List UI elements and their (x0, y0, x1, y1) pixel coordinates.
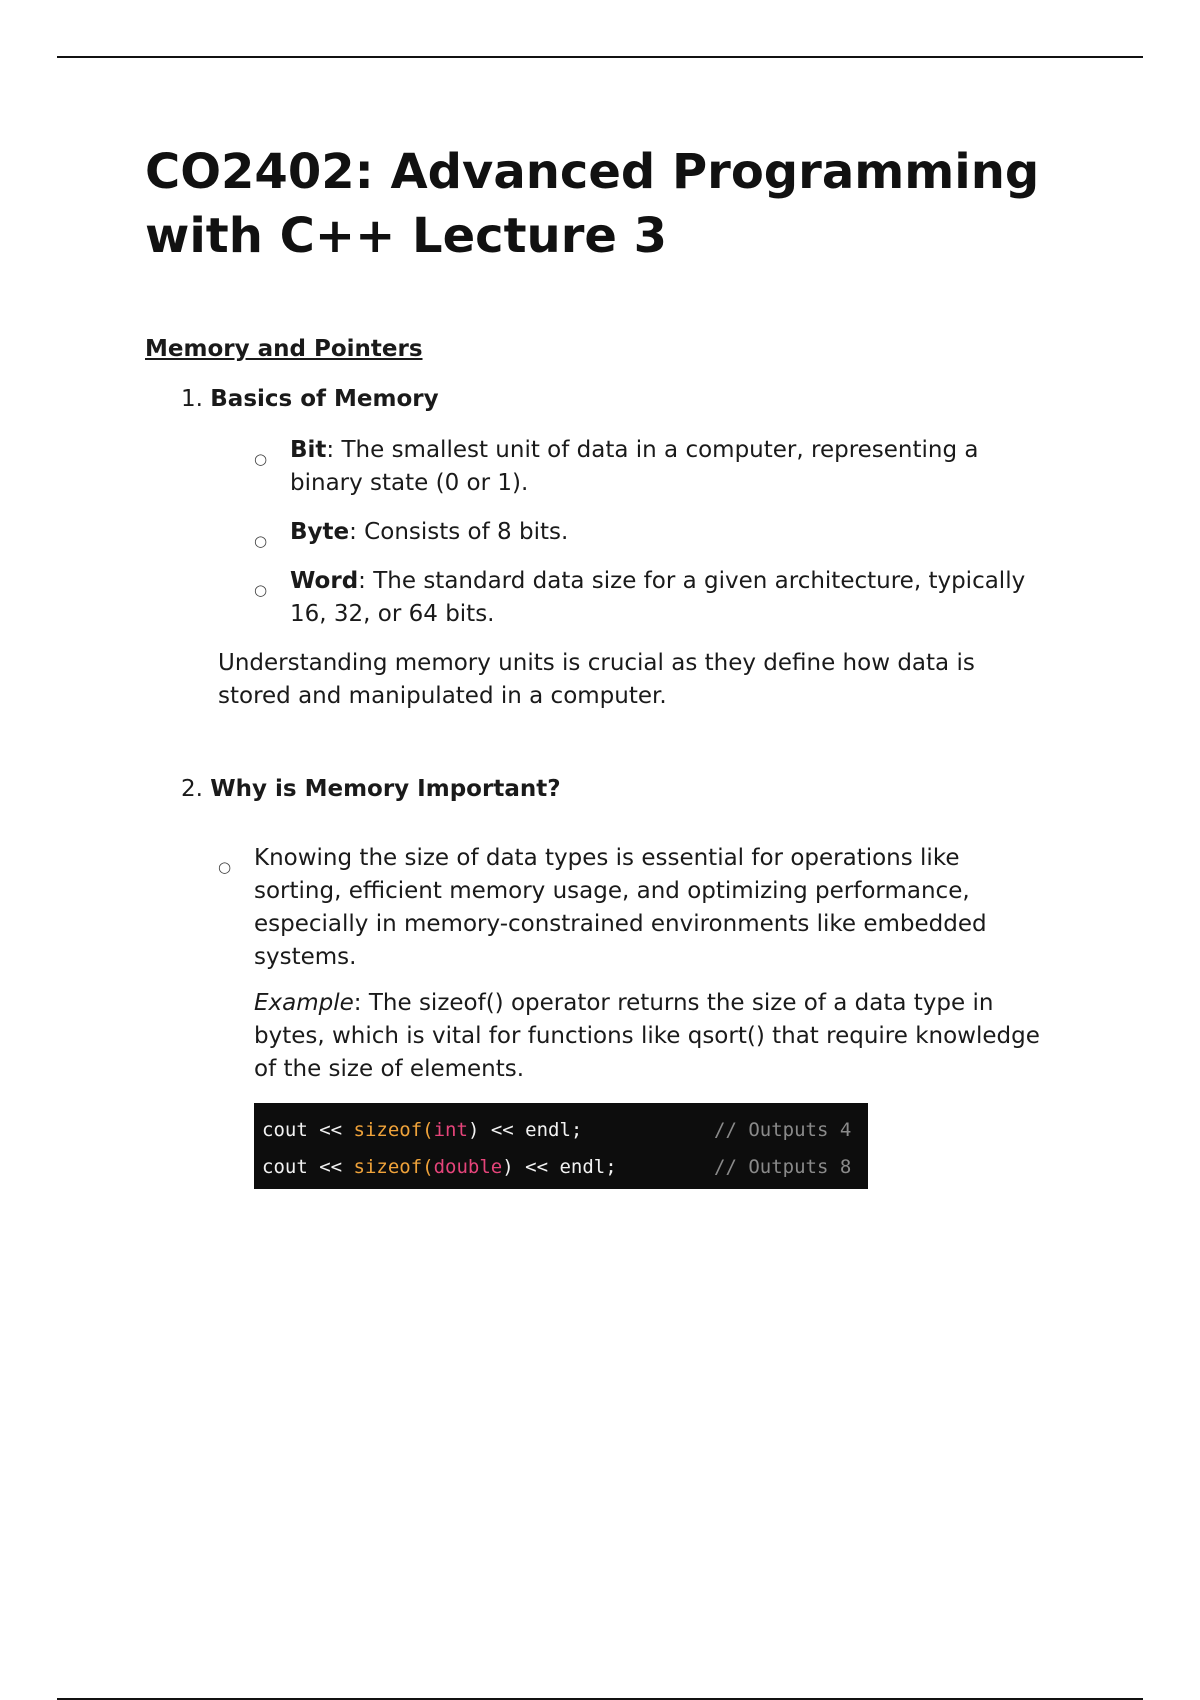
code-token: << endl; (513, 1156, 617, 1178)
code-comment: // Outputs 8 (714, 1156, 852, 1178)
definition-byte: : Consists of 8 bits. (349, 519, 569, 545)
code-token: cout << (262, 1119, 354, 1141)
page-title: CO2402: Advanced Programming with C++ Lecture 3 (145, 144, 1040, 264)
list-heading: Basics of Memory (210, 386, 439, 412)
summary-paragraph: Understanding memory units is crucial as they define how data is stored and manipulated in a computer. (218, 650, 975, 709)
list-item-2-heading (181, 776, 561, 802)
list-item-1-heading (181, 386, 439, 412)
code-token: << endl; (479, 1119, 583, 1141)
bullet-byte (254, 516, 1050, 550)
definition-word: : The standard data size for a given architecture, typically 16, 32, or 64 bits. (290, 568, 1026, 627)
code-paren: ( (422, 1156, 434, 1178)
code-paren: ) (502, 1156, 514, 1178)
code-function: sizeof (353, 1156, 423, 1178)
code-paren: ( (422, 1119, 434, 1141)
term-bit: Bit (290, 437, 327, 463)
definition-bit: : The smallest unit of data in a computer, representing a binary state (0 or 1). (290, 437, 979, 496)
bullet-bit (254, 434, 1050, 500)
top-rule (57, 56, 1143, 58)
code-line (262, 1112, 860, 1149)
example-label: Example (254, 990, 354, 1016)
list-heading: Why is Memory Important? (210, 776, 561, 802)
bullet-memory-importance (218, 842, 1044, 974)
bullet-icon: ○ (218, 858, 232, 876)
bullet-icon: ○ (254, 532, 268, 550)
code-comment: // Outputs 4 (714, 1119, 852, 1141)
example-paragraph (254, 987, 1054, 1086)
list-number: 1. (181, 386, 203, 412)
code-type: double (433, 1156, 503, 1178)
code-block (254, 1103, 868, 1189)
code-type: int (433, 1119, 468, 1141)
section-heading: Memory and Pointers (145, 336, 423, 362)
code-line (262, 1149, 860, 1186)
term-byte: Byte (290, 519, 350, 545)
bullet-word (254, 565, 1050, 631)
code-function: sizeof (353, 1119, 423, 1141)
bullet-icon: ○ (254, 450, 268, 468)
code-token: cout << (262, 1156, 354, 1178)
bullet-icon: ○ (254, 581, 268, 599)
term-word: Word (290, 568, 359, 594)
example-text: : The sizeof() operator returns the size of a data type in bytes, which is vital for functions like qsort() that require knowledge of the size of elements. (254, 990, 1040, 1082)
bullet-text: Knowing the size of data types is essential for operations like sorting, efficient memory usage, and optimizing performance, especially in memory-constrained environments like embedded systems. (254, 845, 987, 970)
list-number: 2. (181, 776, 203, 802)
code-paren: ) (467, 1119, 480, 1141)
